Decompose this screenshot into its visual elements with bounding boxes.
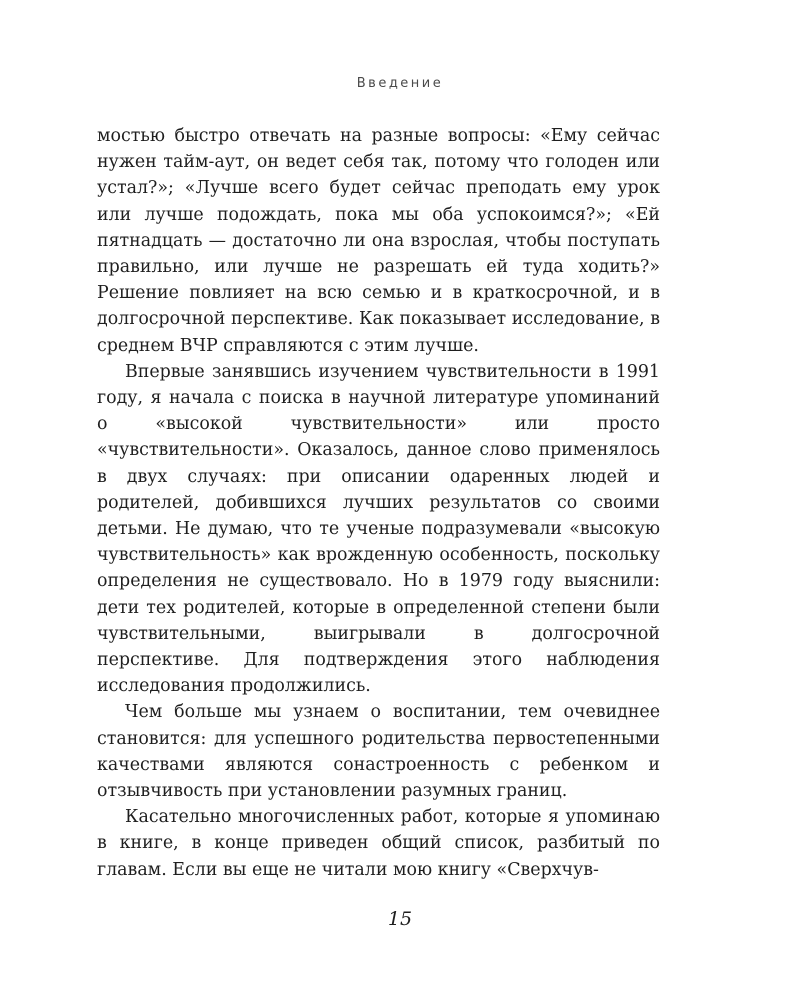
paragraph: Касательно многочисленных работ, которые я упоминаю в книге, в конце приведен общий список, разбитый по главам. Если вы еще не читали мою книгу «Сверхчув-: [97, 807, 660, 880]
body-text: [97, 123, 660, 883]
paragraph: Впервые занявшись изучением чувствительности в 1991 году, я начала с поиска в научной литературе упоминаний о «высокой чувствительности» или просто «чувствительности». Оказалось, данное слово применялось в двух случаях: при описании одаренных людей и родителей, добившихся лучших результатов со своими детьми. Не думаю, что те ученые подразумевали «высокую чувствительность» как врожденную особенность, поскольку определения не существовало. Но в 1979 году выяснили: дети тех родителей, которые в определенной степени были чувствительными, выигрывали в долгосрочной перспективе. Для подтверждения этого наблюдения исследования продолжились.: [97, 361, 660, 697]
page-number: 15: [387, 908, 413, 930]
paragraph-continued: мостью быстро отвечать на разные вопросы: «Ему сейчас нужен тайм-аут, он ведет себя так, потому что голоден или устал?»; «Лучше всего будет сейчас преподать ему урок или лучше подождать, пока мы оба успокоимся?»; «Ей пятнадцать — достаточно ли она взрослая, чтобы поступать правильно, или лучше не разрешать ей туда ходить?» Решение повлияет на всю семью и в краткосрочной, и в долгосрочной перспективе. Как показывает исследование, в среднем ВЧР справляются с этим лучше.: [97, 126, 660, 356]
paragraph: Чем больше мы узнаем о воспитании, тем очевиднее становится: для успешного родительства первостепенными качествами являются сонастроенность с ребенком и отзывчивость при установлении разумных границ.: [97, 702, 660, 802]
running-header: Введение: [356, 76, 444, 91]
